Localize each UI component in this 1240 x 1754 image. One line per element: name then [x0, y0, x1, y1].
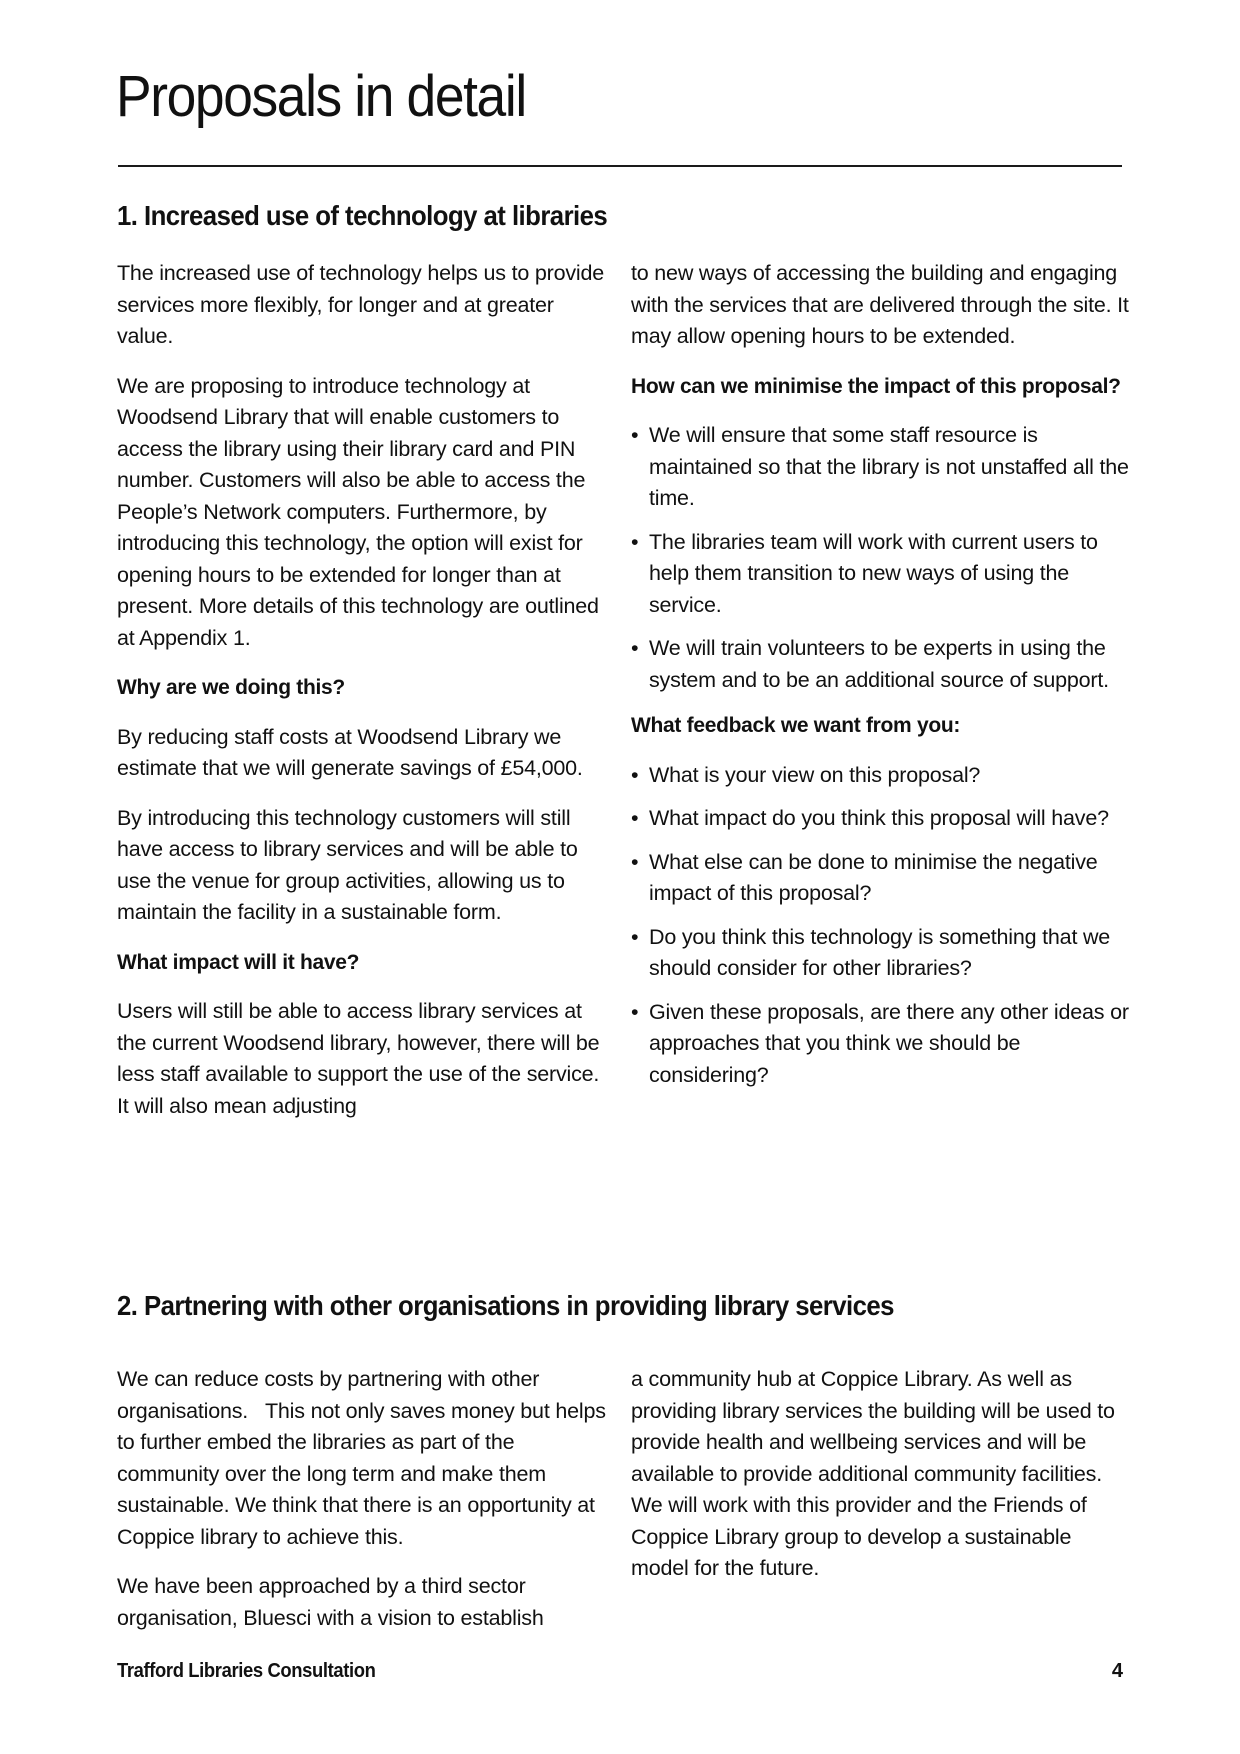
bullet-icon: • — [631, 924, 639, 949]
section-2-right-column — [631, 1364, 1131, 1603]
list-item: • What else can be done to minimise the negative impact of this proposal? — [631, 847, 1131, 910]
bullet-icon: • — [631, 999, 639, 1024]
paragraph: Users will still be able to access library services at the current Woodsend library, however, there will be less staff available to support the use of the service. It will also mean adjusting — [117, 999, 600, 1118]
subheading-minimise: How can we minimise the impact of this proposal? — [631, 374, 1121, 398]
section-1-heading: 1. Increased use of technology at libraries — [117, 200, 608, 231]
footer-publication-name: Trafford Libraries Consultation — [117, 1660, 376, 1682]
section-1-right-column — [631, 258, 1131, 1105]
feedback-list — [631, 760, 1131, 1092]
bullet-icon: • — [631, 636, 639, 660]
section-2-heading: 2. Partnering with other organisations in providing library services — [117, 1290, 894, 1321]
page-title: Proposals in detail — [116, 64, 526, 129]
title-divider — [118, 165, 1122, 167]
subheading-feedback: What feedback we want from you: — [631, 714, 961, 737]
paragraph: By reducing staff costs at Woodsend Library we estimate that we will generate savings of £54,000. — [117, 724, 583, 780]
minimise-list — [631, 420, 1131, 696]
paragraph: The increased use of technology helps us to provide services more flexibly, for longer and at greater value. — [117, 261, 604, 348]
section-1-left-column — [117, 258, 607, 1140]
paragraph: By introducing this technology customers will still have access to library services and will be able to use the venue for group activities, allowing us to maintain the facility in a sustainable form. — [117, 805, 578, 924]
paragraph: a community hub at Coppice Library. As well as providing library services the building will be used to provide health and wellbeing services and will be available to provide additional community facilities. We will work with this provider and the Friends of Coppice Library group to develop a sustainable model for the future. — [631, 1367, 1115, 1580]
list-item: • We will ensure that some staff resource is maintained so that the library is not unstaffed all the time. — [631, 420, 1131, 515]
bullet-icon: • — [631, 762, 639, 787]
bullet-icon: • — [631, 423, 639, 447]
subheading-why: Why are we doing this? — [117, 676, 345, 699]
section-2-left-column — [117, 1364, 612, 1652]
subheading-impact: What impact will it have? — [117, 950, 360, 974]
page-number: 4 — [1111, 1660, 1123, 1682]
bullet-icon: • — [631, 529, 639, 554]
list-item: • We will train volunteers to be experts in using the system and to be an additional source of support. — [631, 633, 1131, 696]
paragraph: to new ways of accessing the building and engaging with the services that are delivered through the site. It may allow opening hours to be extended. — [631, 261, 1129, 348]
list-item: • What impact do you think this proposal will have? — [631, 803, 1131, 835]
paragraph: We are proposing to introduce technology at Woodsend Library that will enable customers to access the library using their library card and PIN number. Customers will also be able to access the People’s Network computers. Furthermore, by introducing this technology, the option will exist for opening hours to be extended for longer than at present. More details of this technology are outlined at Appendix 1. — [117, 373, 599, 650]
list-item: • Do you think this technology is something that we should consider for other libraries? — [631, 922, 1131, 985]
list-item: • The libraries team will work with current users to help them transition to new ways of using the service. — [631, 527, 1131, 622]
bullet-icon: • — [631, 806, 639, 830]
paragraph: We can reduce costs by partnering with other organisations. This not only saves money but helps to further embed the libraries as part of the community over the long term and make them sustainable. We think that there is an opportunity at Coppice library to achieve this. — [117, 1367, 612, 1549]
paragraph: We have been approached by a third sector organisation, Bluesci with a vision to establish — [117, 1574, 544, 1630]
list-item: • Given these proposals, are there any other ideas or approaches that you think we should be considering? — [631, 997, 1131, 1092]
list-item: • What is your view on this proposal? — [631, 760, 1131, 792]
bullet-icon: • — [631, 849, 639, 874]
